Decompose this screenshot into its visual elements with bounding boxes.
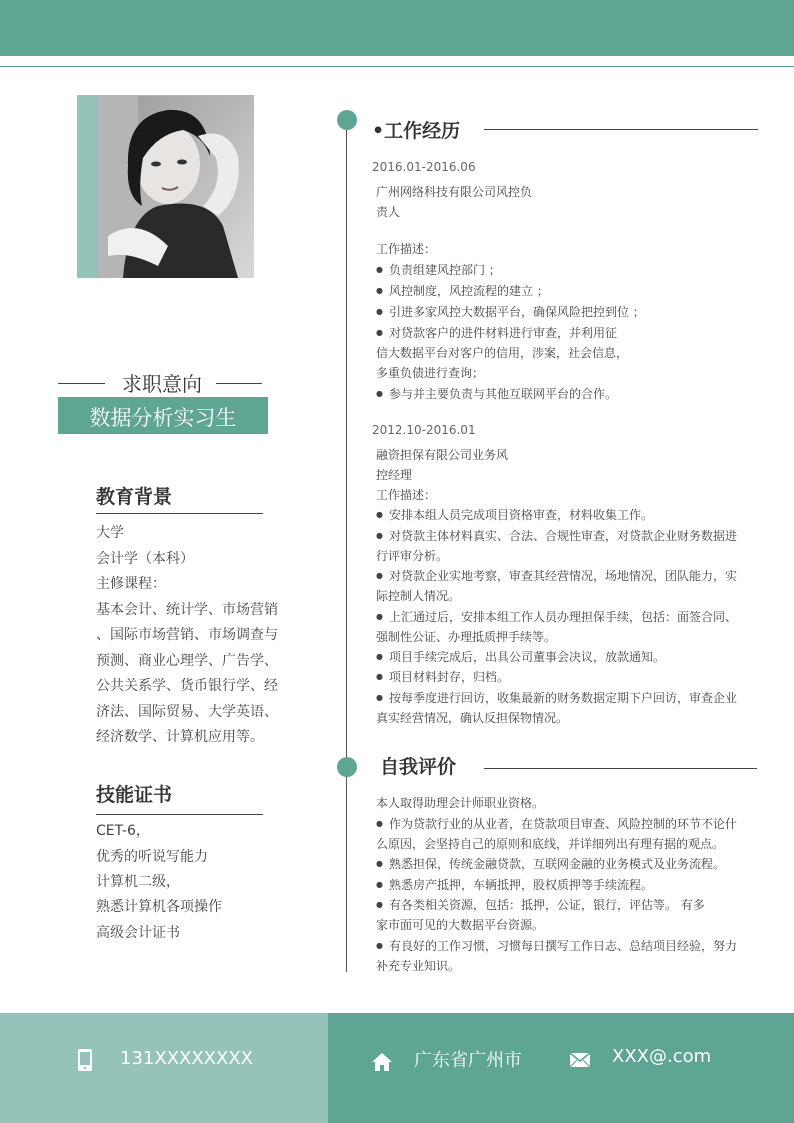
- job-line: 真实经营情况，确认反担保物情况。: [376, 711, 569, 725]
- self-line: ● 有良好的工作习惯，习惯每日撰写工作日志、总结项目经验，努力: [376, 937, 737, 954]
- job-line: ● 项目手续完成后，出具公司董事会决议，放款通知。: [376, 648, 665, 665]
- intent-role: 数据分析实习生: [89, 406, 237, 430]
- skills-line: 计算机二级，: [96, 874, 180, 890]
- job-line: ● 对贷款企业实地考察，审查其经营情况，场地情况，团队能力，实: [376, 567, 737, 584]
- self-title: 自我评价: [380, 756, 457, 778]
- self-line: 补充专业知识。: [376, 959, 461, 973]
- job-line: 强制性公证、办理抵质押手续等。: [376, 630, 557, 644]
- profile-photo: [98, 96, 254, 278]
- job-line: 工作描述：: [376, 488, 437, 502]
- self-line: ● 熟悉担保，传统金融贷款，互联网金融的业务模式及业务流程。: [376, 855, 725, 872]
- job-line: ● 对贷款主体材料真实、合法、合规性审查，对贷款企业财务数据进: [376, 527, 737, 544]
- education-line: 济法、国际贸易、大学英语、: [96, 704, 278, 720]
- education-rule: [96, 513, 263, 514]
- job-line: 责人: [376, 205, 401, 219]
- self-line: 本人取得助理会计师职业资格。: [376, 796, 545, 810]
- contact-phone: 131XXXXXXXX: [120, 1048, 254, 1069]
- mail-icon: [569, 1052, 589, 1074]
- intent-rule-left: [58, 383, 105, 384]
- self-line: ● 作为贷款行业的从业者，在贷款项目审查、风险控制的环节不论什: [376, 815, 737, 832]
- contact-email: XXX@.com: [612, 1046, 712, 1067]
- job-line: ● 引进多家风控大数据平台，确保风险把控到位 ；: [376, 303, 645, 320]
- job-line: ● 风控制度，风控流程的建立 ；: [376, 282, 549, 299]
- header-rule: [0, 66, 794, 67]
- job-date: 2012.10-2016.01: [372, 423, 476, 437]
- timeline-line: [346, 120, 347, 972]
- job-line: ● 负责组建风控部门 ；: [376, 261, 501, 278]
- education-line: 公共关系学、货币银行学、经: [96, 678, 278, 694]
- job-line: 广州网络科技有限公司风控负: [376, 185, 533, 199]
- work-rule: [484, 129, 758, 130]
- self-line: ● 有各类相关资源，包括：抵押，公证，银行，评估等。 有多: [376, 896, 705, 913]
- education-line: 预测、商业心理学、广告学、: [96, 653, 278, 669]
- work-title: •工作经历: [372, 120, 461, 142]
- intent-title: 求职意向: [122, 372, 202, 396]
- skills-line: 优秀的听说写能力: [96, 849, 208, 865]
- education-line: 基本会计、统计学、市场营销: [96, 602, 278, 618]
- education-line: 、国际市场营销、市场调查与: [96, 627, 278, 643]
- job-line: 行评审分析。: [376, 549, 449, 563]
- self-rule: [484, 768, 757, 769]
- self-line: 家市面可见的大数据平台资源。: [376, 918, 545, 932]
- self-line: 么原因，会坚持自己的原则和底线，并详细列出有理有据的观点。: [376, 837, 725, 851]
- education-line: 大学: [96, 525, 124, 541]
- job-line: 多重负债进行查询；: [376, 366, 485, 380]
- education-title: 教育背景: [96, 486, 173, 508]
- job-line: ● 安排本组人员完成项目资格审查，材料收集工作。: [376, 506, 653, 523]
- contact-address: 广东省广州市: [414, 1050, 522, 1071]
- skills-line: 高级会计证书: [96, 925, 180, 941]
- job-line: 际控制人情况。: [376, 589, 461, 603]
- education-line: 主修课程：: [96, 576, 166, 592]
- skills-line: CET-6，: [96, 823, 150, 839]
- job-date: 2016.01-2016.06: [372, 160, 476, 174]
- self-line: ● 熟悉房产抵押，车辆抵押，股权质押等手续流程。: [376, 876, 653, 893]
- footer-right: [328, 1013, 794, 1123]
- header-band: [0, 0, 794, 56]
- home-icon: [371, 1051, 391, 1073]
- timeline-dot: [337, 757, 357, 777]
- job-line: 控经理: [376, 468, 413, 482]
- job-line: ● 项目材料封存，归档。: [376, 668, 509, 685]
- intent-rule-right: [216, 383, 262, 384]
- skills-line: 熟悉计算机各项操作: [96, 899, 222, 915]
- timeline-dot: [337, 110, 357, 130]
- education-line: 会计学（本科）: [96, 551, 194, 567]
- education-line: 经济数学、计算机应用等。: [96, 729, 264, 745]
- skills-rule: [96, 814, 263, 815]
- job-line: 融资担保有限公司业务风: [376, 448, 509, 462]
- job-line: 工作描述：: [376, 242, 437, 256]
- job-line: ● 对贷款客户的进件材料进行审查，并利用征: [376, 324, 617, 341]
- phone-icon: [76, 1048, 96, 1070]
- job-line: 信大数据平台对客户的信用，涉案，社会信息，: [376, 346, 629, 360]
- job-line: ● 参与并主要负责与其他互联网平台的合作。: [376, 385, 617, 402]
- skills-title: 技能证书: [96, 784, 173, 806]
- job-line: ● 按每季度进行回访，收集最新的财务数据定期下户回访，审查企业: [376, 689, 737, 706]
- job-line: ● 上汇通过后，安排本组工作人员办理担保手续，包括：面签合同、: [376, 608, 737, 625]
